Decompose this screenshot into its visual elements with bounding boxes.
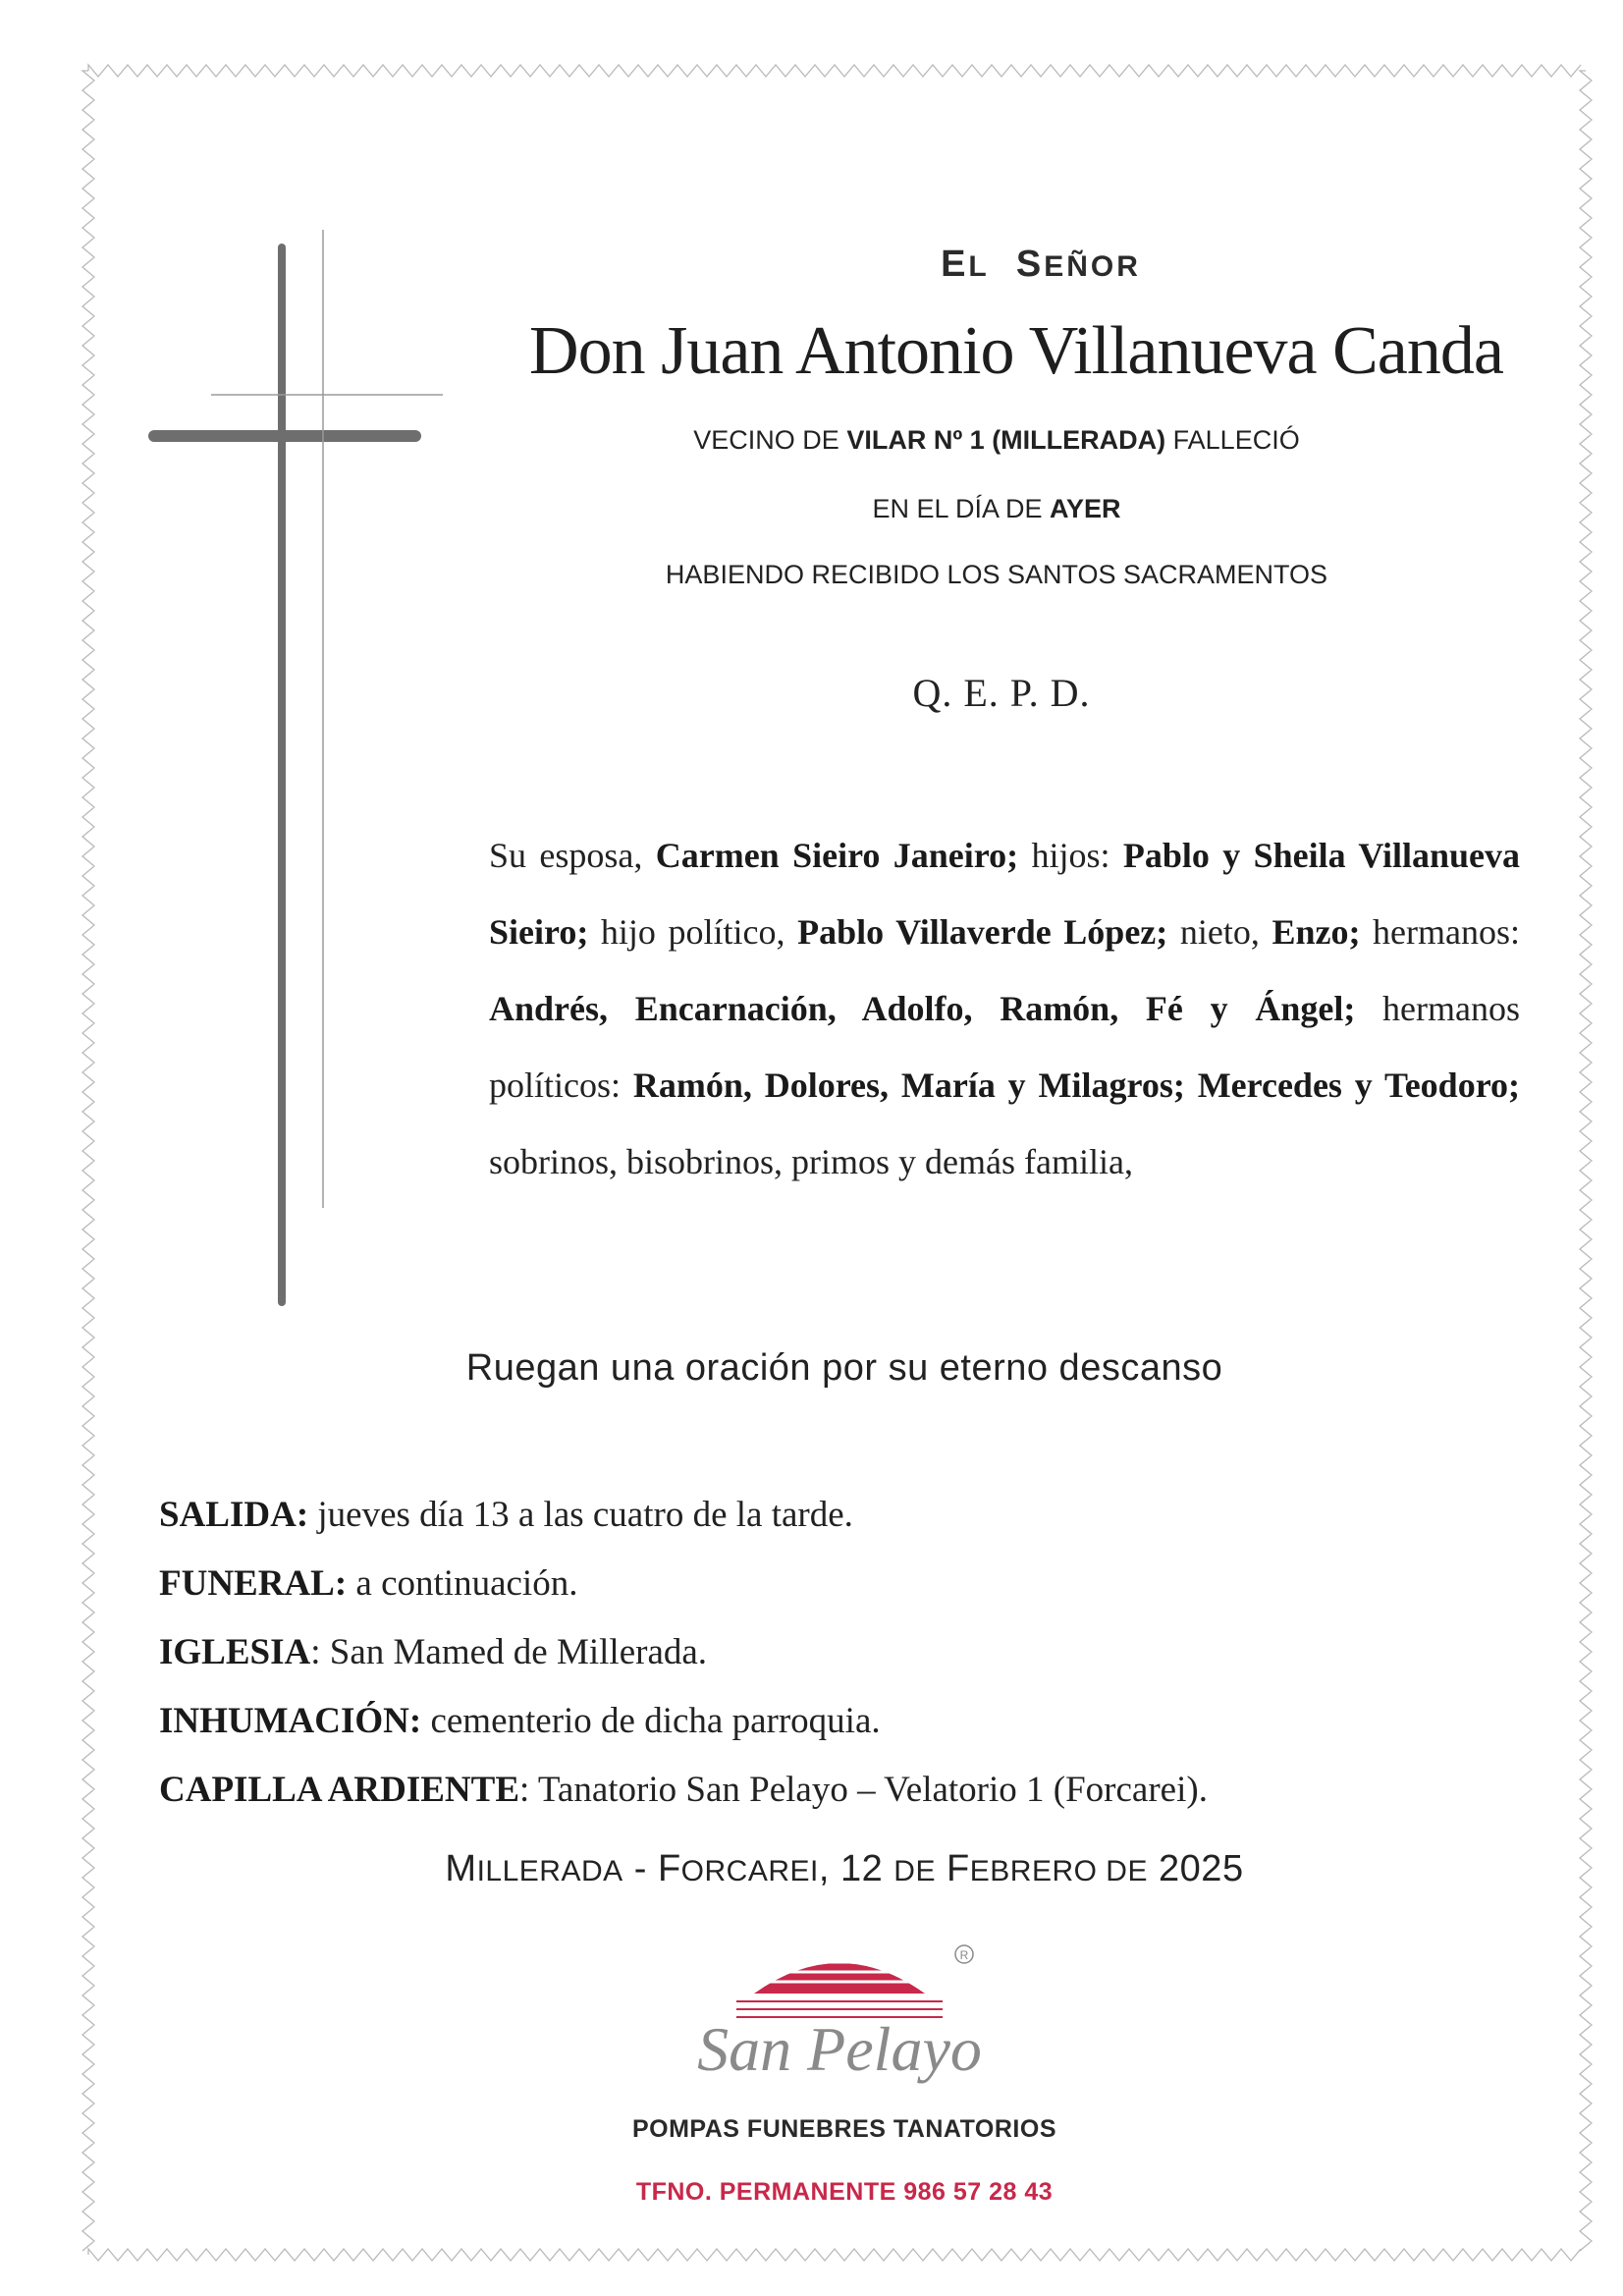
detail-funeral: FUNERAL: a continuación. <box>159 1563 578 1604</box>
funeral-details <box>159 1481 1534 1825</box>
svg-text:San Pelayo: San Pelayo <box>697 2014 982 2084</box>
sacraments-line: HABIENDO RECIBIDO LOS SANTOS SACRAMENTOS <box>665 560 1328 589</box>
qepd: Q. E. P. D. <box>912 671 1091 715</box>
deceased-name: Don Juan Antonio Villanueva Canda <box>529 313 1503 389</box>
detail-iglesia: IGLESIA: San Mamed de Millerada. <box>159 1632 708 1672</box>
san-pelayo-logo <box>677 1933 1001 2129</box>
title-prefix: EL SEÑOR <box>941 244 1141 285</box>
detail-inhumacion: INHUMACIÓN: cementerio de dicha parroquia. <box>159 1701 881 1741</box>
prayer-line: Ruegan una oración por su eterno descanso <box>465 1347 1223 1389</box>
detail-capilla: CAPILLA ARDIENTE: Tanatorio San Pelayo – Velatorio 1 (Forcarei). <box>159 1770 1208 1810</box>
place-date-line: MILLERADA - FORCAREI, 12 DE FEBRERO DE 2025 <box>445 1848 1244 1889</box>
phone-number: TFNO. PERMANENTE 986 57 28 43 <box>635 2178 1054 2206</box>
cross-icon <box>142 226 457 1316</box>
svg-text:R: R <box>959 1948 969 1962</box>
detail-salida: SALIDA: jueves día 13 a las cuatro de la tarde. <box>159 1495 853 1535</box>
family-paragraph: Su esposa, Carmen Sieiro Janeiro; hijos: Pablo y Sheila Villanueva Sieiro; hijo político, Pablo Villaverde López; nieto, Enzo; hermanos: Andrés, Encarnación, Adolfo, Ramón, Fé y Ángel; hermanos políticos: Ramón, Dolores, María y Milagros; Mercedes y Teodoro; sobrinos, bisobrinos, primos y demás familia, <box>489 836 1521 1181</box>
residence-line: VECINO DE VILAR Nº 1 (MILLERADA) FALLECIÓ <box>693 425 1300 455</box>
company-name: POMPAS FUNEBRES TANATORIOS <box>631 2115 1056 2143</box>
death-date-line: EN EL DÍA DE AYER <box>872 494 1121 523</box>
